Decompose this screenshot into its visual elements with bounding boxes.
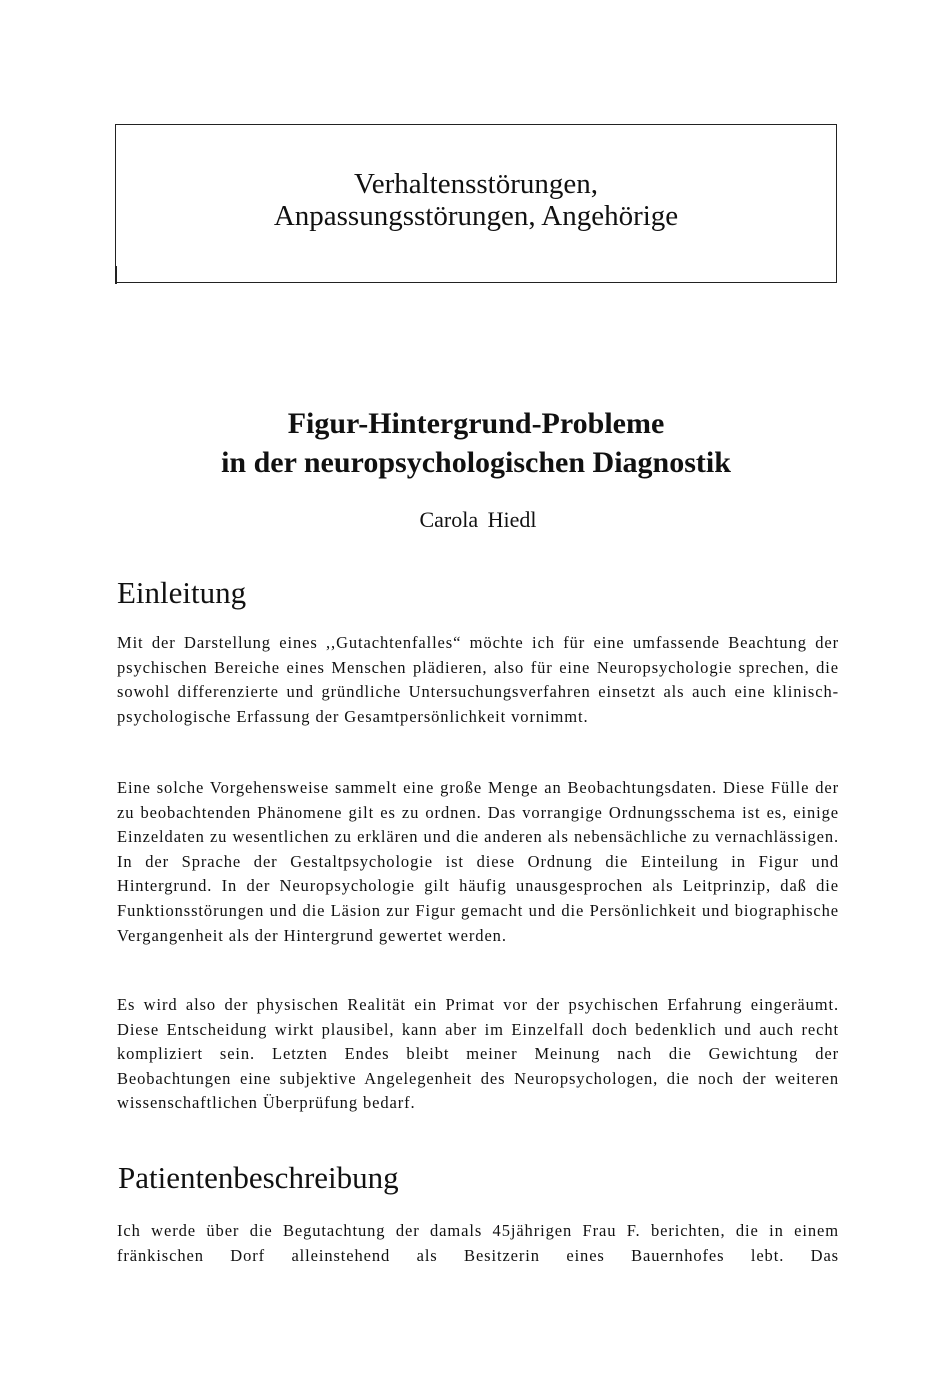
section-header-box xyxy=(115,124,837,283)
section-header-line-1: Verhaltensstörungen, xyxy=(353,167,599,200)
paragraph-intro-2: Eine solche Vorgehensweise sammelt eine große Menge an Beobachtungsdaten. Diese Fülle der zu beobachtenden Phänomene gilt es zu ordnen. Das vorrangige Ordnungsschema ist es, einige Einzeldaten zu wesentlichen zu erklären und die anderen als nebensächliche zu vernachlässigen. In der Sprache der Gestaltpsychologie ist diese Ordnung die Einteilung in Figur und Hintergrund. In der Neuropsychologie gilt häufig unausgesprochen als Leitprinzip, daß die Funktionsstörungen und die Läsion zur Figur gemacht und die Persönlichkeit und biographische Vergangenheit als der Hintergrund gewertet werden. xyxy=(117,778,839,945)
author-name: Carola Hiedl xyxy=(419,507,537,532)
title-line-2: in der neuropsychologischen Diagnostik xyxy=(221,446,731,479)
box-corner-mark xyxy=(115,266,117,284)
title-line-1: Figur-Hintergrund-Probleme xyxy=(287,407,665,440)
section-header-line-2: Anpassungsstörungen, Angehörige xyxy=(273,199,679,232)
section-heading-patientenbeschreibung: Patientenbeschreibung xyxy=(118,1160,399,1195)
paper-title xyxy=(0,404,942,482)
paragraph-intro-1: Mit der Darstellung eines ,,Gutachtenfalles“ möchte ich für eine umfassende Beachtung der psychischen Bereiche eines Menschen plädieren, also für eine Neuropsychologie sprechen, die sowohl differenzierte und gründliche Untersuchungsverfahren einsetzt als auch eine klinisch-psychologische Erfassung der Gesamtpersönlichkeit vornimmt. xyxy=(117,633,839,726)
section-heading-einleitung: Einleitung xyxy=(117,575,247,610)
paragraph-patient-1: Ich werde über die Begutachtung der damals 45jährigen Frau F. berichten, die in einem fränkischen Dorf alleinstehend als Besitzerin eines Bauernhofes lebt. Das xyxy=(117,1221,839,1265)
paragraph-intro-3: Es wird also der physischen Realität ein Primat vor der psychischen Erfahrung eingeräumt. Diese Entscheidung wirkt plausibel, kann aber im Einzelfall doch bedenklich und auch recht kompliziert sein. Letzten Endes bleibt meiner Meinung nach die Gewichtung der Beobachtungen eine subjektive Angelegenheit des Neuropsychologen, die noch der weiteren wissenschaftlichen Überprüfung bedarf. xyxy=(117,995,839,1113)
